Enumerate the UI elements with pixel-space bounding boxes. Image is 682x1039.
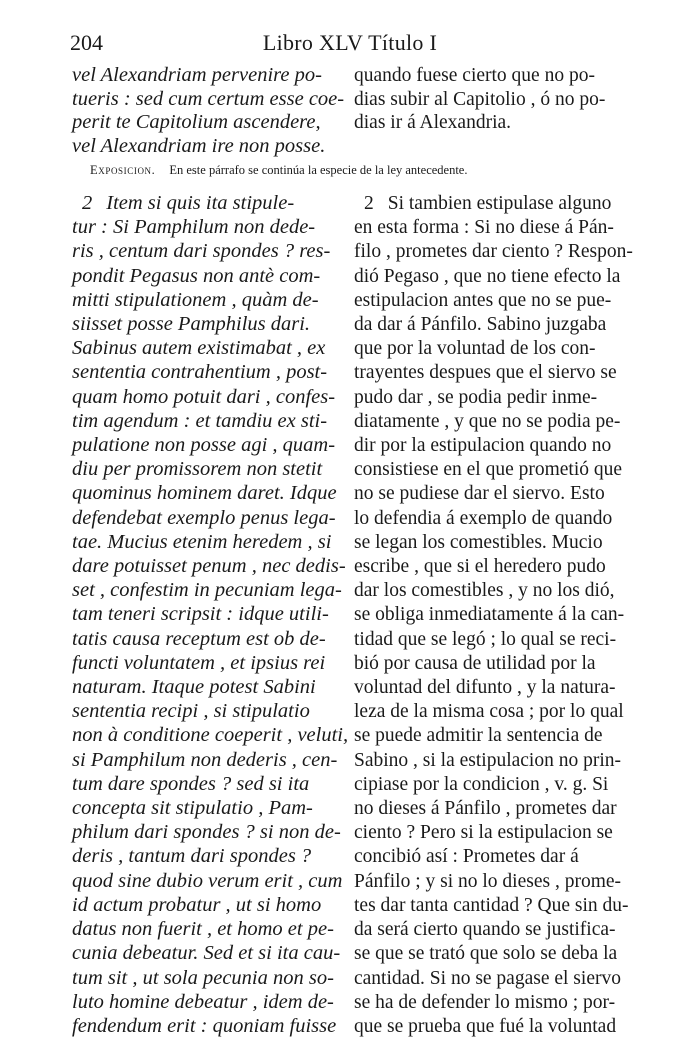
spanish-text-line: se ha de defender lo mismo ; por-: [354, 991, 616, 1013]
latin-text-line: mitti stipulationem , quàm de-: [72, 288, 319, 311]
spanish-paragraph-number: 2: [364, 193, 374, 214]
spanish-text-line: Sabino , si la estipulacion no prin-: [354, 749, 622, 771]
latin-text-line: si Pamphilum non dederis , cen-: [72, 748, 338, 771]
latin-text-line: tueris : sed cum certum esse coe-: [72, 87, 345, 110]
spanish-text-line: dar los comestibles , y no los dió,: [354, 580, 615, 602]
spanish-text-line: da será cierto quando se justifica-: [354, 919, 616, 941]
latin-text-line: vel Alexandriam ire non posse.: [72, 135, 326, 158]
latin-text-line: quod sine dubio verum erit , cum: [72, 869, 343, 892]
latin-text-line: tum sit , ut sola pecunia non so-: [72, 966, 334, 989]
spanish-text-line: se legan los comestibles. Mucio: [354, 531, 603, 553]
latin-text-line: fendendum erit : quoniam fuisse: [72, 1014, 337, 1037]
latin-continuation-text: [72, 64, 345, 159]
latin-text-line: tim agendum : et tamdiu ex sti-: [72, 409, 328, 432]
latin-text-line: pulatione non posse agi , quam-: [72, 434, 336, 457]
spanish-text-line: dias subir al Capitolio , ó no po-: [354, 88, 606, 110]
spanish-text-line: que se prueba que fué la voluntad: [354, 1015, 617, 1037]
latin-text-line: set , confestim in pecuniam lega-: [72, 579, 342, 602]
latin-text-line: tum dare spondes ? sed si ita: [72, 772, 310, 795]
spanish-text-line: no se pudiese dar el siervo. Esto: [354, 483, 605, 505]
latin-text-line: quominus hominem daret. Idque: [72, 482, 337, 505]
latin-text-line: deris , tantum dari spondes ?: [72, 845, 312, 868]
latin-text-line: quam homo potuit dari , confes-: [72, 385, 336, 408]
spanish-text-line: dias ir á Alexandria.: [354, 112, 512, 134]
latin-text-line: perit te Capitolium ascendere,: [72, 111, 321, 134]
page-number: 204: [70, 30, 103, 55]
latin-text-line: tatis causa receptum est ob de-: [72, 627, 326, 650]
exposicion-text: En este párrafo se continúa la especie de la ley antecedente.: [169, 163, 468, 177]
spanish-text-line: cantidad. Si no se pagase el siervo: [354, 967, 621, 989]
running-title: Libro XLV Título I: [262, 30, 438, 55]
latin-text-line: cunia debeatur. Sed et si ita cau-: [72, 942, 341, 965]
spanish-text-line: dir por la estipulacion quando no: [354, 435, 612, 457]
latin-text-line: siisset posse Pamphilus dari.: [72, 313, 311, 336]
exposicion-note: [90, 163, 630, 178]
spanish-text-line: trayentes despues que el siervo se: [354, 362, 617, 384]
latin-text-line: id actum probatur , ut si homo: [72, 893, 322, 916]
spanish-text-line: quando fuese cierto que no po-: [354, 65, 595, 86]
spanish-text-line: concibió así : Prometes dar á: [354, 846, 579, 868]
latin-text-line: tam teneri scripsit : idque utili-: [72, 603, 329, 626]
spanish-text-line: no dieses á Pánfilo , prometes dar: [354, 798, 617, 820]
spanish-text-line: Pánfilo ; y si no lo dieses , prome-: [354, 870, 622, 892]
spanish-text-line: en esta forma : Si no diese á Pán-: [354, 217, 614, 239]
exposicion-label: Exposicion.: [90, 163, 156, 177]
spanish-text-line: diatamente , y que no se podia pe-: [354, 410, 621, 432]
spanish-text-line: estipulacion antes que no se pue-: [354, 289, 612, 311]
latin-text-line: diu per promissorem non stetit: [72, 458, 323, 481]
spanish-continuation-text: [354, 64, 626, 135]
latin-text-line: non à conditione coeperit , veluti,: [72, 724, 349, 747]
spanish-text-line: pudo dar , se podia pedir inme-: [354, 386, 598, 408]
spanish-text-line: leza de la misma cosa ; por lo qual: [354, 701, 624, 723]
spanish-text-line: se puede admitir la sentencia de: [354, 725, 603, 747]
latin-text-line: sententia recipi , si stipulatio: [72, 700, 310, 723]
latin-text-line: functi voluntatem , et ipsius rei: [72, 651, 326, 674]
spanish-text-line: voluntad del difunto , y la natura-: [354, 677, 616, 699]
latin-text-line: datus non fuerit , et homo et pe-: [72, 918, 334, 941]
spanish-text-line: cipiase por la condicion , v. g. Si: [354, 773, 609, 795]
spanish-text-line: tidad que se legó ; lo qual se reci-: [354, 628, 617, 650]
latin-text-line: Sabinus autem existimabat , ex: [72, 337, 326, 360]
spanish-paragraph: [354, 192, 633, 1039]
spanish-text-line: lo defendia á exemplo de quando: [354, 507, 613, 529]
latin-text-line: tur : Si Pamphilum non dede-: [72, 216, 316, 239]
latin-text-line: philum dari spondes ? si non de-: [72, 821, 341, 844]
latin-text-line: concepta sit stipulatio , Pam-: [72, 797, 313, 820]
latin-text-line: sententia contrahentium , post-: [72, 361, 328, 384]
spanish-paragraph-first-line: 2 Si tambien estipulase alguno: [354, 192, 626, 216]
spanish-text-line: que por la voluntad de los con-: [354, 338, 596, 360]
latin-text-line: defendebat exemplo penus lega-: [72, 506, 336, 529]
latin-text-line: ris , centum dari spondes ? res-: [72, 240, 331, 263]
latin-paragraph-first-line: 2 Item si quis ita stipule-: [82, 192, 295, 214]
spanish-text-line: filo , prometes dar ciento ? Respon-: [354, 241, 633, 263]
latin-text-line: vel Alexandriam pervenire po-: [72, 64, 322, 86]
latin-text-line: luto homine debeatur , idem de-: [72, 990, 334, 1013]
latin-text-line: pondit Pegasus non antè com-: [72, 264, 321, 287]
spanish-text-line: se obliga inmediatamente á la can-: [354, 604, 625, 626]
spanish-text-line: consistiese en el que prometió que: [354, 459, 623, 481]
spanish-text-line: tes dar tanta cantidad ? Que sin du-: [354, 894, 629, 916]
spanish-text-line: escribe , que si el heredero pudo: [354, 556, 606, 578]
spanish-text-line: ciento ? Pero si la estipulacion se: [354, 822, 613, 844]
latin-text-line: tae. Mucius etenim heredem , si: [72, 530, 332, 553]
spanish-text-line: se que se trató que solo se deba la: [354, 943, 618, 965]
spanish-text-line: bió por causa de utilidad por la: [354, 652, 596, 674]
spanish-text-line: da dar á Pánfilo. Sabino juzgaba: [354, 314, 607, 336]
spanish-text-line: dió Pegaso , que no tiene efecto la: [354, 265, 621, 287]
latin-text-line: dare potuisset penum , nec dedis-: [72, 555, 346, 578]
latin-text-line: naturam. Itaque potest Sabini: [72, 676, 316, 699]
latin-paragraph-number: 2: [82, 192, 93, 214]
latin-paragraph: [72, 191, 349, 1038]
page-header: [60, 30, 640, 60]
